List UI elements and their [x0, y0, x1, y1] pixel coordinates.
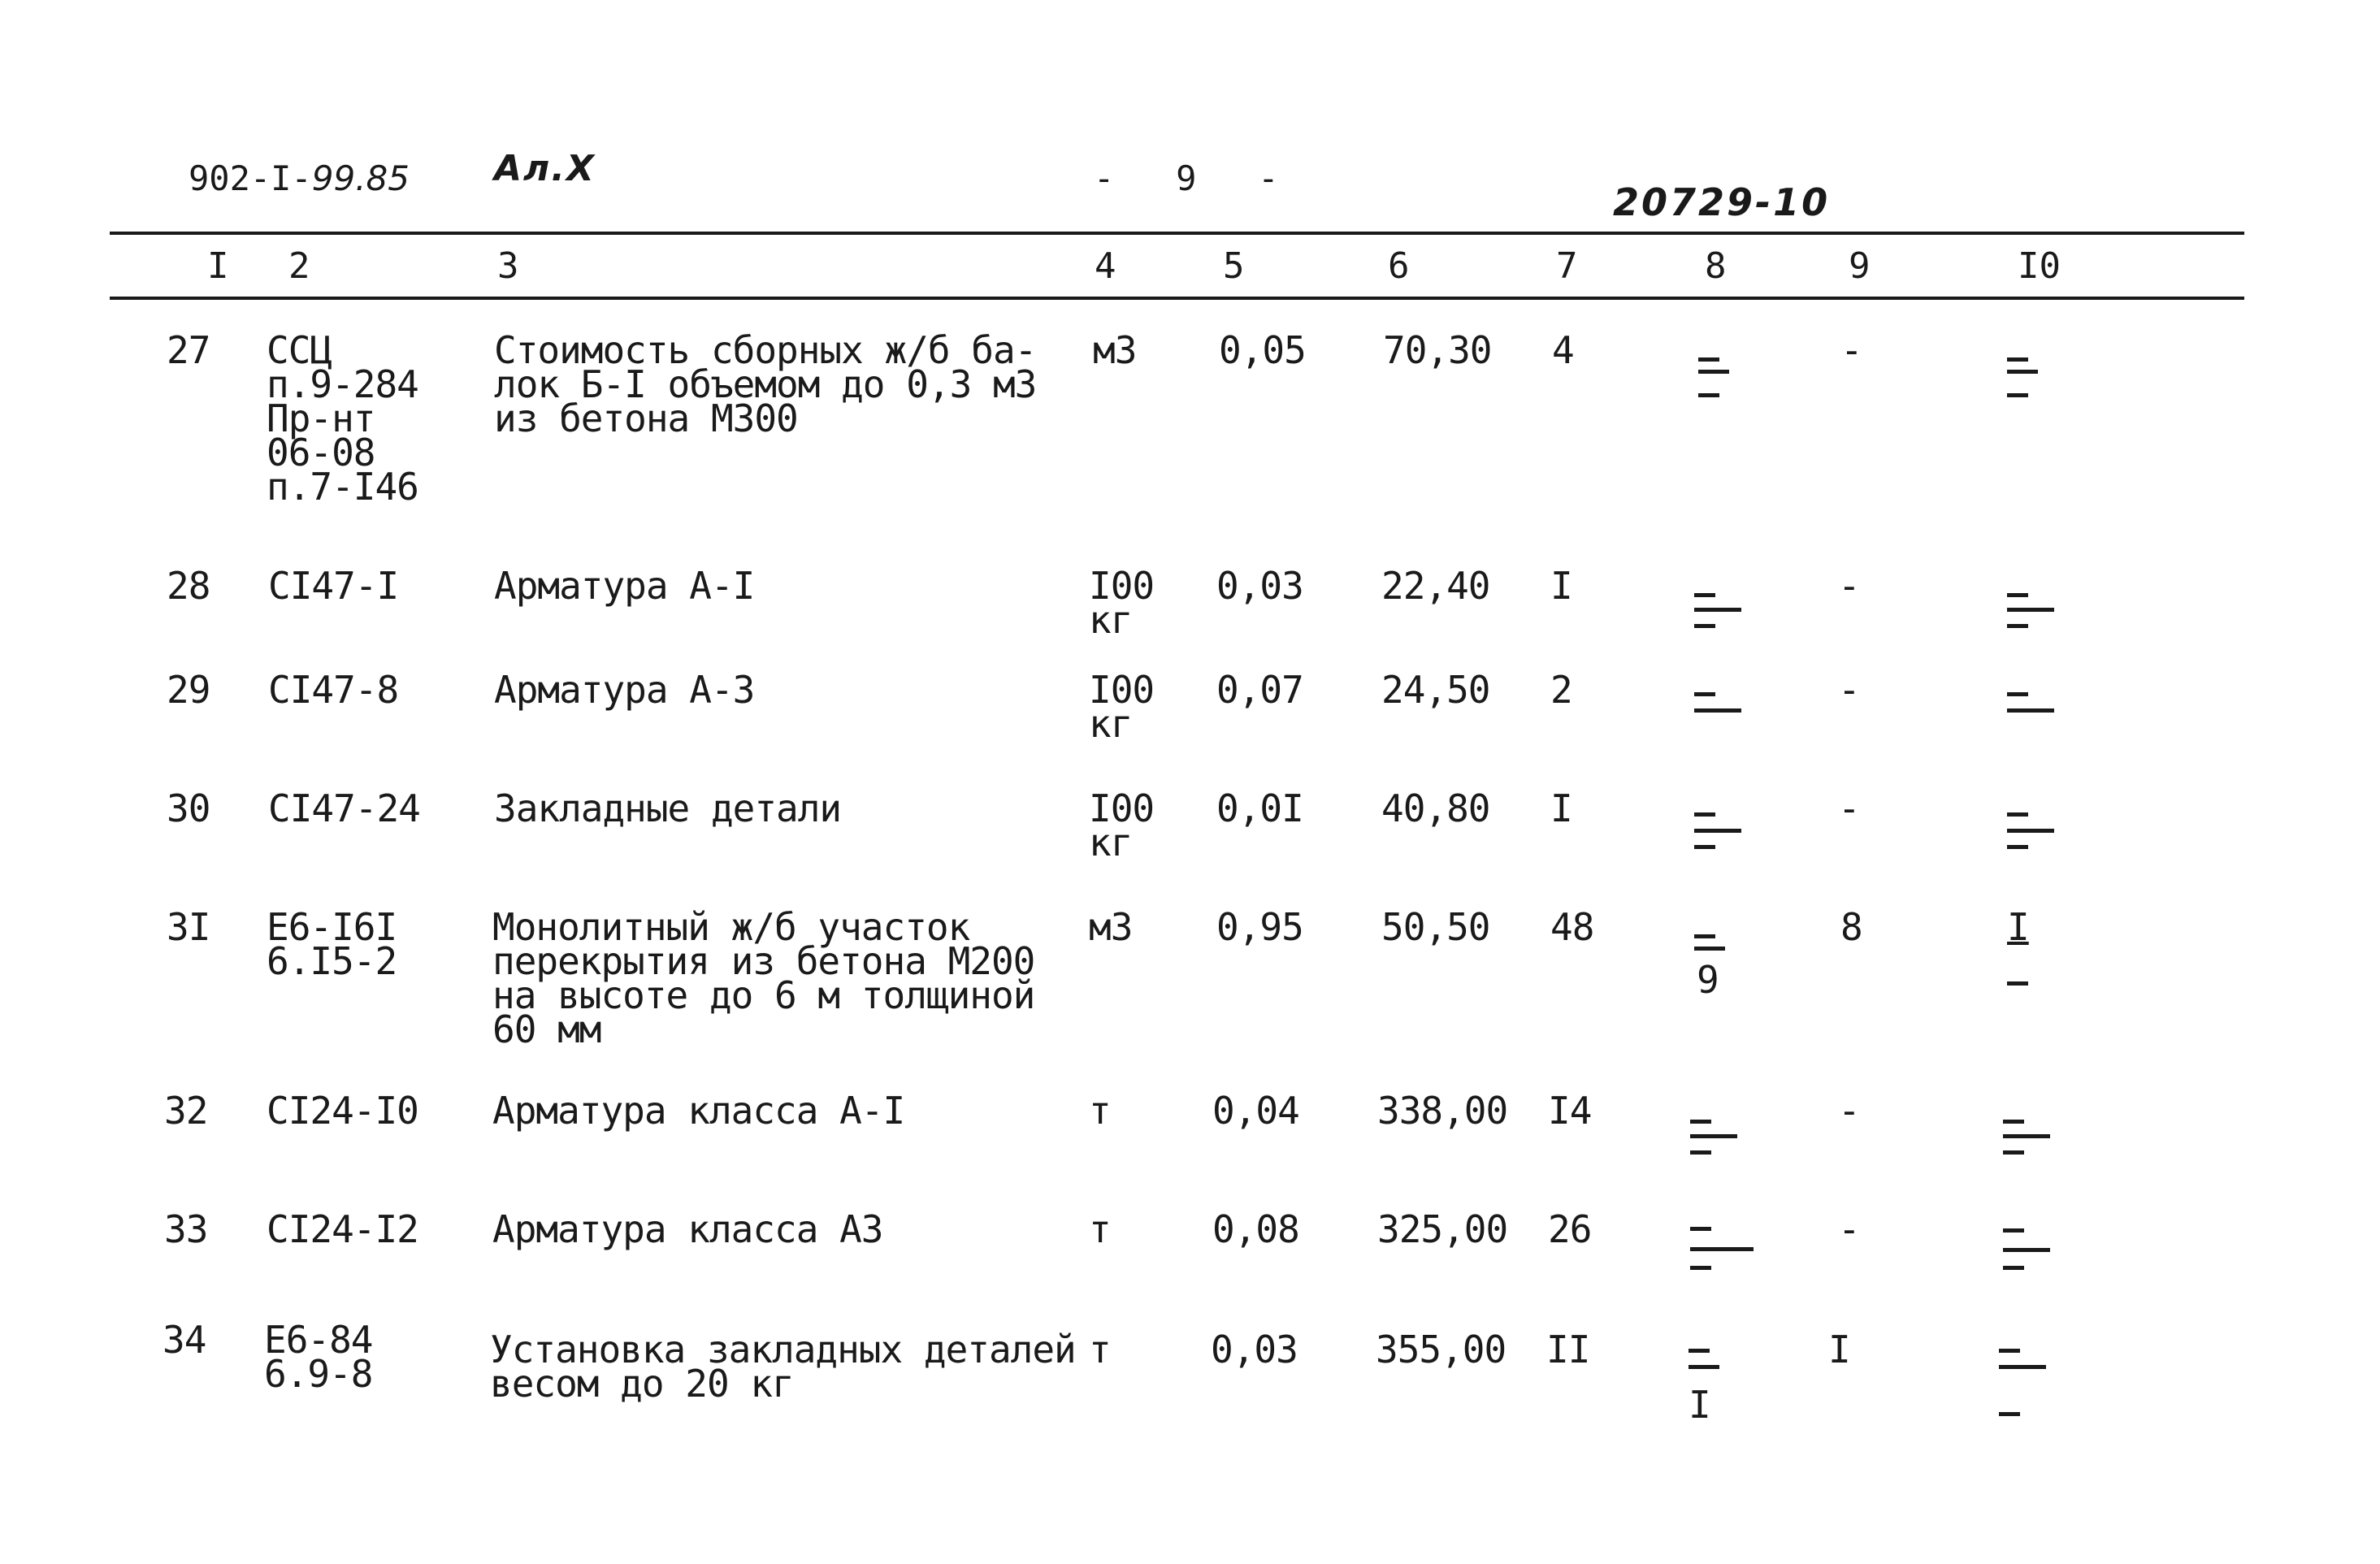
col-header-2: 2	[288, 245, 310, 287]
row-34-c10-dash-top	[1999, 1349, 2020, 1353]
row-29-unit: I00 кг	[1089, 668, 1155, 746]
row-30-c8-dash-mid	[1694, 829, 1741, 833]
row-34-c8-dash-mid	[1689, 1365, 1719, 1369]
doc-code-handwritten: 99.85	[311, 158, 410, 198]
col-header-4: 4	[1095, 245, 1116, 287]
row-28-desc: Арматура А-I	[494, 564, 755, 608]
row-30-c10-dash-bottom	[2007, 845, 2028, 849]
row-30-desc: Закладные детали	[494, 786, 842, 830]
row-27-c8-dash-mid	[1698, 370, 1729, 374]
row-33-code: CI24-I2	[267, 1207, 418, 1251]
row-30-price: 40,80	[1381, 786, 1490, 830]
row-31-c9: 8	[1840, 905, 1862, 949]
row-28-c9: -	[1838, 564, 1860, 608]
row-28-price: 22,40	[1381, 564, 1490, 608]
row-33-desc: Арматура класса А3	[492, 1207, 883, 1251]
row-28-num: 28	[167, 564, 210, 608]
row-29-total: 2	[1550, 668, 1572, 712]
row-28-c8-dash-mid	[1694, 608, 1741, 612]
row-34-c8: I	[1689, 1383, 1710, 1427]
page-number: - 9 -	[1094, 158, 1279, 198]
row-34-code: Е6-84 6.9-8	[264, 1318, 373, 1396]
row-28-c8-dash-bottom	[1694, 624, 1715, 628]
row-29-c8-dash-mid	[1694, 708, 1741, 713]
row-34-c10-dash-mid	[1999, 1365, 2046, 1369]
row-27-c10-dash-top	[2007, 357, 2028, 362]
row-30-num: 30	[167, 786, 210, 830]
row-29-c8-dash-top	[1694, 692, 1715, 696]
row-31-c8: 9	[1697, 958, 1719, 1002]
row-33-price: 325,00	[1377, 1207, 1508, 1251]
row-30-c8-dash-bottom	[1694, 845, 1715, 849]
row-33-c8-dash-top	[1690, 1227, 1711, 1231]
row-32-c10-dash-top	[2003, 1120, 2024, 1124]
row-30-unit: I00 кг	[1089, 786, 1155, 864]
row-27-desc: Стоимость сборных ж/б ба- лок Б-I объемом до 0,3 м3 из бетона М300	[494, 328, 1037, 440]
row-28-qty: 0,03	[1216, 564, 1303, 608]
row-32-qty: 0,04	[1212, 1089, 1299, 1133]
row-27-price: 70,30	[1383, 328, 1492, 372]
row-34-c8-dash-top	[1689, 1349, 1710, 1353]
row-28-c8-dash-top	[1694, 593, 1715, 597]
row-30-c8-dash-top	[1694, 812, 1715, 817]
col-header-9: 9	[1849, 245, 1871, 287]
row-27-c8-dash-top	[1698, 357, 1719, 362]
row-33-c9: -	[1838, 1207, 1860, 1251]
row-34-c9: I	[1828, 1328, 1850, 1371]
row-31-qty: 0,95	[1216, 905, 1303, 949]
row-30-c10-dash-mid	[2007, 829, 2054, 833]
row-32-c10-dash-mid	[2003, 1134, 2050, 1138]
col-header-1: I	[207, 245, 229, 287]
stamp-number: 20729-10	[1613, 180, 1831, 224]
row-30-c9: -	[1838, 786, 1860, 830]
row-32-c10-dash-bottom	[2003, 1150, 2024, 1155]
doc-code-typed: 902-I-	[189, 158, 312, 198]
col-header-7: 7	[1556, 245, 1578, 287]
row-27-unit: м3	[1093, 328, 1137, 372]
row-27-total: 4	[1552, 328, 1574, 372]
row-34-qty: 0,03	[1211, 1328, 1298, 1371]
row-33-qty: 0,08	[1212, 1207, 1299, 1251]
row-34-price: 355,00	[1376, 1328, 1506, 1371]
row-31-c10-dash-bottom	[2007, 981, 2028, 986]
row-34-c10-dash-bottom	[1999, 1412, 2020, 1416]
header-bottom-rule	[110, 297, 2244, 300]
row-31-desc: Монолитный ж/б участок перекрытия из бетона М200 на высоте до 6 м толщиной 60 мм	[492, 905, 1035, 1051]
row-33-unit: т	[1089, 1207, 1111, 1251]
row-34-unit: т	[1089, 1328, 1111, 1371]
row-31-c8-dash-top	[1694, 934, 1715, 938]
row-28-total: I	[1550, 564, 1572, 608]
row-32-num: 32	[164, 1089, 208, 1133]
row-32-desc: Арматура класса А-I	[492, 1089, 905, 1133]
row-30-total: I	[1550, 786, 1572, 830]
row-27-c10-dash-bottom	[2007, 393, 2028, 397]
row-33-total: 26	[1548, 1207, 1592, 1251]
col-header-5: 5	[1223, 245, 1245, 287]
row-32-total: I4	[1548, 1089, 1592, 1133]
row-34-num: 34	[163, 1318, 206, 1362]
row-32-c8-dash-top	[1690, 1120, 1711, 1124]
row-29-desc: Арматура А-3	[494, 668, 755, 712]
row-30-c10-dash-top	[2007, 812, 2028, 817]
row-34-total: II	[1546, 1328, 1590, 1371]
row-29-num: 29	[167, 668, 210, 712]
row-27-c8-dash-bottom	[1698, 393, 1719, 397]
row-27-qty: 0,05	[1219, 328, 1306, 372]
row-31-num: 3I	[167, 905, 210, 949]
row-27-num: 27	[167, 328, 210, 372]
sheet-mark: Ал.Х	[494, 148, 596, 189]
row-28-unit: I00 кг	[1089, 564, 1155, 642]
col-header-10: I0	[2018, 245, 2061, 287]
row-28-code: CI47-I	[268, 564, 399, 608]
header-top-rule	[110, 232, 2244, 235]
row-33-c10-dash-bottom	[2003, 1266, 2024, 1270]
row-29-c10-dash-mid	[2007, 708, 2054, 713]
row-30-qty: 0,0I	[1216, 786, 1303, 830]
col-header-8: 8	[1705, 245, 1727, 287]
row-27-c10-dash-mid	[2007, 370, 2038, 374]
row-28-c10-dash-mid	[2007, 608, 2054, 612]
row-32-c8-dash-bottom	[1690, 1150, 1711, 1155]
row-29-c10-dash-top	[2007, 692, 2028, 696]
row-31-c8-dash-mid	[1694, 947, 1725, 951]
row-32-c9: -	[1838, 1089, 1860, 1133]
row-32-code: CI24-I0	[267, 1089, 418, 1133]
col-header-6: 6	[1388, 245, 1410, 287]
doc-code	[189, 158, 410, 198]
row-33-c8-dash-bottom	[1690, 1266, 1711, 1270]
row-29-qty: 0,07	[1216, 668, 1303, 712]
row-30-code: CI47-24	[268, 786, 420, 830]
row-31-c10: I	[2007, 905, 2029, 949]
row-33-c10-dash-mid	[2003, 1248, 2050, 1252]
row-32-price: 338,00	[1377, 1089, 1508, 1133]
row-27-code: ССЦ п.9-284 Пр-нт 06-08 п.7-I46	[267, 328, 418, 509]
row-28-c10-dash-top	[2007, 593, 2028, 597]
row-32-c8-dash-mid	[1690, 1134, 1737, 1138]
row-29-price: 24,50	[1381, 668, 1490, 712]
row-33-num: 33	[164, 1207, 208, 1251]
row-33-c10-dash-top	[2003, 1228, 2024, 1233]
row-29-code: CI47-8	[268, 668, 399, 712]
row-29-c9: -	[1838, 668, 1860, 712]
row-31-unit: м3	[1089, 905, 1133, 949]
row-34-desc: Установка закладных деталей весом до 20 кг	[490, 1328, 1076, 1406]
row-33-c8-dash-mid	[1690, 1247, 1754, 1251]
row-32-unit: т	[1089, 1089, 1111, 1133]
row-31-code: Е6-I6I 6.I5-2	[267, 905, 397, 983]
row-31-price: 50,50	[1381, 905, 1490, 949]
row-31-total: 48	[1550, 905, 1594, 949]
col-header-3: 3	[497, 245, 519, 287]
row-27-c9: -	[1840, 328, 1862, 372]
row-28-c10-dash-bottom	[2007, 624, 2028, 628]
